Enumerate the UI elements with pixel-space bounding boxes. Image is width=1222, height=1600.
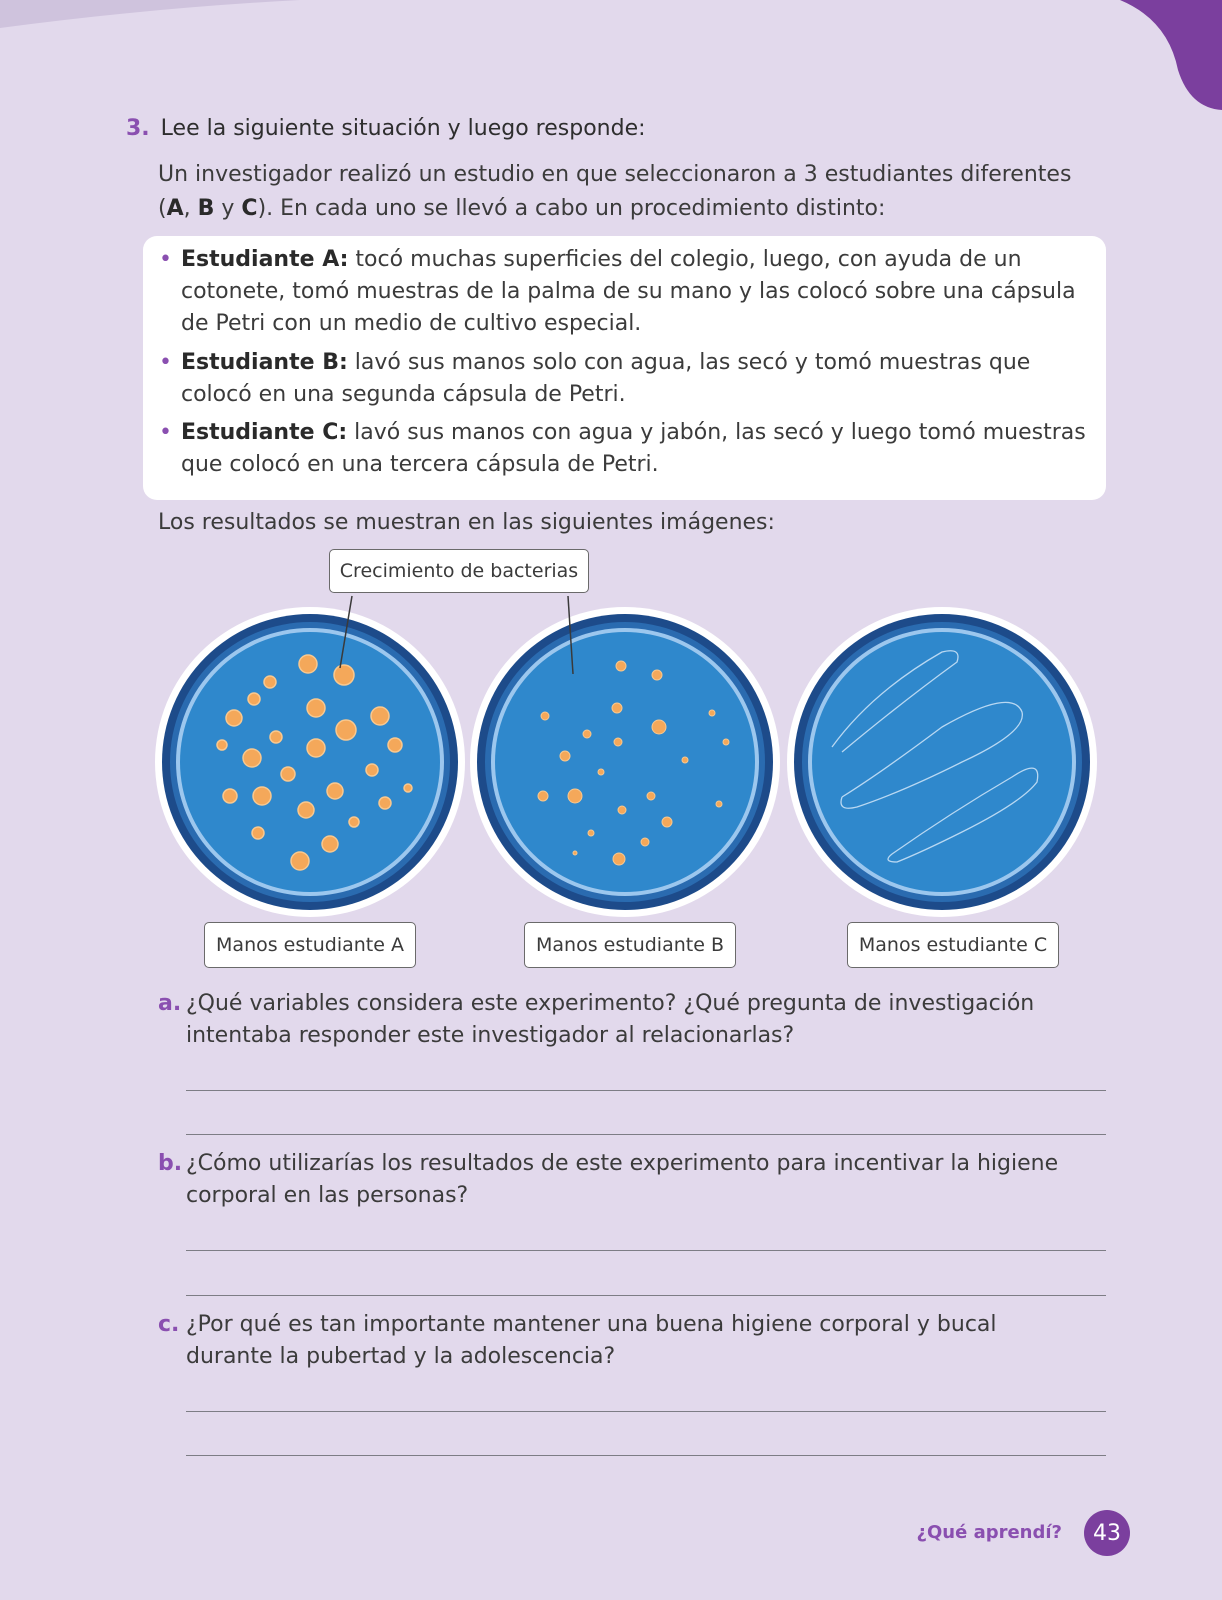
question-number: 3.: [126, 116, 150, 141]
question-heading-text: Lee la siguiente situación y luego responde:: [160, 116, 646, 141]
petri-dish-b: [470, 607, 780, 917]
page-number: 43: [1084, 1510, 1130, 1556]
answer-line[interactable]: [186, 1295, 1106, 1296]
subquestion-text: ¿Por qué es tan importante mantener una buena higiene corporal y bucal durante la pubertad y la adolescencia?: [186, 1312, 997, 1369]
petri-dish-c: [787, 607, 1097, 917]
page-corner-decoration: [0, 0, 1222, 120]
answer-line[interactable]: [186, 1090, 1106, 1091]
intro-comma: ,: [183, 196, 198, 221]
results-text: Los resultados se muestran en las siguientes imágenes:: [158, 510, 775, 535]
subquestion-b: [158, 1148, 1078, 1212]
section-title: ¿Qué aprendí?: [916, 1522, 1062, 1543]
intro-paren: (: [158, 196, 167, 221]
dish-label-c: Manos estudiante C: [847, 922, 1059, 968]
student-b-label: Estudiante B:: [181, 350, 348, 375]
student-a-label: Estudiante A:: [181, 247, 349, 272]
subquestion-letter: b.: [158, 1151, 183, 1176]
dish-label-a: Manos estudiante A: [204, 922, 416, 968]
petri-dish-figure: [0, 540, 1222, 980]
intro-and: y: [214, 196, 242, 221]
subquestion-text: ¿Qué variables considera este experimento? ¿Qué pregunta de investigación intentaba responder este investigador al relacionarlas?: [186, 991, 1035, 1048]
petri-dishes-illustration: [0, 540, 1222, 980]
subquestion-letter: c.: [158, 1312, 180, 1337]
subquestion-text: ¿Cómo utilizarías los resultados de este experimento para incentivar la higiene corporal en las personas?: [186, 1151, 1059, 1208]
student-b-item: [159, 347, 1091, 411]
student-c-text: lavó sus manos con agua y jabón, las secó y luego tomó muestras que colocó en una tercera cápsula de Petri.: [181, 420, 1086, 477]
subquestion-c: [158, 1309, 1078, 1373]
procedures-box: [143, 236, 1106, 500]
answer-line[interactable]: [186, 1455, 1106, 1456]
petri-dish-a: [155, 607, 465, 917]
answer-line[interactable]: [186, 1250, 1106, 1251]
answer-line[interactable]: [186, 1411, 1106, 1412]
answer-line[interactable]: [186, 1134, 1106, 1135]
subquestion-letter: a.: [158, 991, 182, 1016]
bullet: •: [159, 350, 172, 375]
intro-line: Un investigador realizó un estudio en que seleccionaron a 3 estudiantes diferentes: [158, 162, 1072, 187]
intro-rest: ). En cada uno se llevó a cabo un procedimiento distinto:: [257, 196, 886, 221]
student-b-text: lavó sus manos solo con agua, las secó y tomó muestras que colocó en una segunda cápsula de Petri.: [181, 350, 1031, 407]
student-a-item: [159, 244, 1091, 340]
intro-student-a: A: [166, 196, 184, 221]
question-intro: [158, 158, 1088, 226]
bullet: •: [159, 420, 172, 445]
student-a-text: tocó muchas superficies del colegio, luego, con ayuda de un cotonete, tomó muestras de la palma de su mano y las colocó sobre una cápsula de Petri con un medio de cultivo especial.: [181, 247, 1076, 336]
bullet: •: [159, 247, 172, 272]
dish-label-b: Manos estudiante B: [524, 922, 736, 968]
question-heading: [126, 116, 646, 141]
bacteria-growth-callout: Crecimiento de bacterias: [329, 549, 589, 593]
student-c-label: Estudiante C:: [181, 420, 348, 445]
subquestion-a: [158, 988, 1078, 1052]
intro-student-c: C: [241, 196, 258, 221]
intro-student-b: B: [197, 196, 215, 221]
student-c-item: [159, 417, 1091, 481]
